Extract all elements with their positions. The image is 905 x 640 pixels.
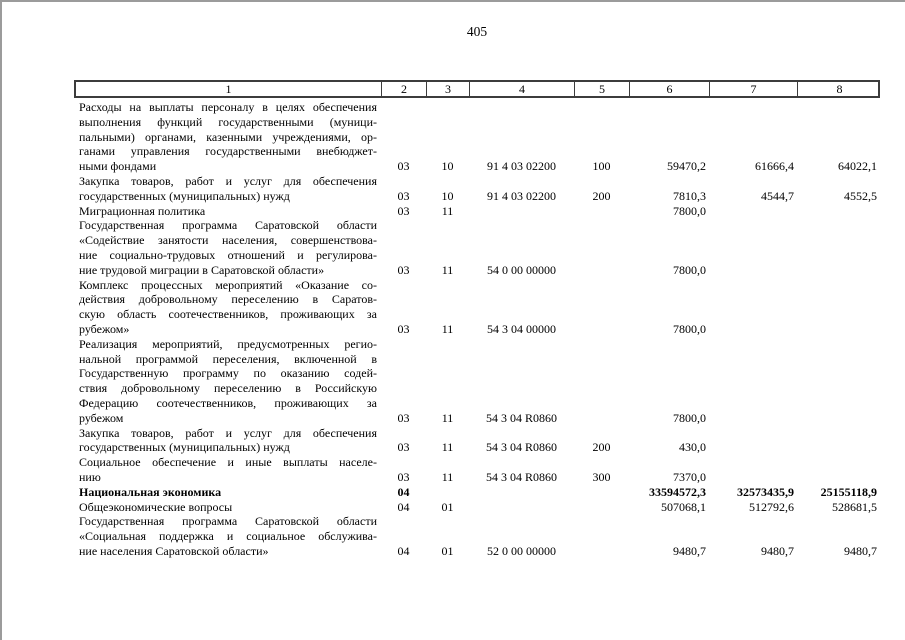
table-row <box>74 218 880 277</box>
cell-amount-year1: 7810,3 <box>673 188 706 203</box>
cell-pr-code: 10 <box>441 188 454 203</box>
cell-csr-code: 91 4 03 02200 <box>487 188 556 203</box>
row-description-line: Государственную программу по оказанию содей- <box>79 366 377 381</box>
row-description-line: Закупка товаров, работ и услуг для обеспечения <box>79 425 377 440</box>
cell-rz-code: 03 <box>397 321 410 336</box>
cell-csr-code: 54 0 00 00000 <box>487 262 556 277</box>
cell-amount-year3: 64022,1 <box>838 159 877 174</box>
row-description-line: Реализация мероприятий, предусмотренных регио- <box>79 336 377 351</box>
row-description-line: государственных (муниципальных) нужд <box>79 440 290 455</box>
cell-rz-code: 03 <box>397 469 410 484</box>
cell-pr-code: 11 <box>441 262 454 277</box>
row-description-line: Комплекс процессных мероприятий «Оказание со- <box>79 277 377 292</box>
row-description-line: Социальное обеспечение и иные выплаты населе- <box>79 455 377 470</box>
cell-amount-year1: 59470,2 <box>667 159 706 174</box>
cell-rz-code: 03 <box>397 262 410 277</box>
row-description-line: нию <box>79 469 101 484</box>
row-description <box>74 426 381 456</box>
cell-csr-code: 52 0 00 00000 <box>487 543 556 558</box>
cell-rz-code: 04 <box>397 543 410 558</box>
cell-vr-code: 100 <box>592 159 611 174</box>
row-description-line: Государственная программа Саратовской области <box>79 514 377 529</box>
cell-csr-code: 91 4 03 02200 <box>487 159 556 174</box>
column-header-1: 1 <box>76 82 382 96</box>
row-description-line: Национальная экономика <box>79 484 222 499</box>
table-row <box>74 278 880 337</box>
cell-vr-code: 300 <box>592 469 611 484</box>
row-description-line: Расходы на выплаты персоналу в целях обеспечения <box>79 100 377 114</box>
cell-rz-code: 04 <box>397 484 410 499</box>
cell-rz-code: 03 <box>397 188 410 203</box>
row-description-line: рубежом» <box>79 321 130 336</box>
cell-csr-code: 54 3 04 R0860 <box>485 469 557 484</box>
row-description <box>74 100 381 174</box>
row-description <box>74 174 381 204</box>
table-row <box>74 174 880 204</box>
row-description-line: государственных (муниципальных) нужд <box>79 188 290 203</box>
cell-amount-year3: 528681,5 <box>832 499 877 514</box>
row-description-line: рубежом <box>79 410 124 425</box>
cell-rz-code: 03 <box>397 440 410 455</box>
cell-amount-year1: 7800,0 <box>673 203 706 218</box>
row-description-line: ние населения Саратовской области» <box>79 543 269 558</box>
column-header-6: 6 <box>630 82 710 96</box>
cell-amount-year1: 9480,7 <box>673 543 706 558</box>
row-description-line: выполнения функций государственными (муници- <box>79 114 377 129</box>
column-header-4: 4 <box>470 82 575 96</box>
row-description-line: ными фондами <box>79 159 157 174</box>
row-description-line: скую область соотечественников, проживающих за <box>79 307 377 322</box>
table-row <box>74 337 880 426</box>
cell-pr-code: 11 <box>441 410 454 425</box>
row-description <box>74 514 381 558</box>
table-row <box>74 100 880 174</box>
column-header-2: 2 <box>382 82 427 96</box>
cell-amount-year1: 430,0 <box>679 440 706 455</box>
cell-rz-code: 03 <box>397 410 410 425</box>
row-description-line: Федерацию соотечественников, проживающих за <box>79 395 377 410</box>
column-header-5: 5 <box>575 82 630 96</box>
cell-pr-code: 10 <box>441 159 454 174</box>
cell-amount-year3: 9480,7 <box>844 543 877 558</box>
row-description <box>74 485 381 500</box>
cell-amount-year2: 9480,7 <box>761 543 794 558</box>
cell-pr-code: 11 <box>441 440 454 455</box>
cell-amount-year1: 33594572,3 <box>649 484 706 499</box>
row-description-line: «Социальная поддержка и социальное обслужива- <box>79 529 377 544</box>
row-description-line: «Содействие занятости населения, совершенствова- <box>79 233 377 248</box>
table-row <box>74 455 880 485</box>
cell-vr-code: 200 <box>592 188 611 203</box>
page-number: 405 <box>466 24 488 39</box>
row-description-line: Общеэкономические вопросы <box>79 499 233 514</box>
cell-rz-code: 03 <box>397 159 410 174</box>
cell-csr-code: 54 3 04 R0860 <box>485 410 557 425</box>
table-row <box>74 426 880 456</box>
cell-csr-code: 54 3 04 R0860 <box>485 440 557 455</box>
row-description-line: ганами управления государственными внебюджет- <box>79 144 377 159</box>
cell-amount-year1: 7800,0 <box>673 321 706 336</box>
row-description-line: нальной программой переселения, включенной в <box>79 351 377 366</box>
cell-amount-year2: 61666,4 <box>755 159 794 174</box>
cell-pr-code: 11 <box>441 203 454 218</box>
row-description-line: Закупка товаров, работ и услуг для обеспечения <box>79 173 377 188</box>
budget-table <box>74 80 880 559</box>
row-description <box>74 455 381 485</box>
column-header-8: 8 <box>836 82 843 96</box>
cell-pr-code: 01 <box>441 499 454 514</box>
column-header-7: 7 <box>710 82 798 96</box>
cell-amount-year2: 32573435,9 <box>737 484 794 499</box>
cell-csr-code: 54 3 04 00000 <box>487 321 556 336</box>
cell-rz-code: 04 <box>397 499 410 514</box>
cell-pr-code: 11 <box>441 321 454 336</box>
table-body <box>74 98 880 559</box>
table-row <box>74 514 880 558</box>
table-row <box>74 485 880 500</box>
row-description-line: Государственная программа Саратовской области <box>79 218 377 233</box>
cell-amount-year3: 25155118,9 <box>820 484 877 499</box>
table-row <box>74 500 880 515</box>
cell-amount-year3: 4552,5 <box>844 188 877 203</box>
row-description <box>74 278 381 337</box>
row-description-line: пальными) органами, казенными учреждениями, ор- <box>79 129 377 144</box>
row-description-line: действия добровольному переселению в Саратов- <box>79 292 377 307</box>
table-header-row <box>74 80 880 98</box>
row-description <box>74 337 381 426</box>
cell-amount-year1: 7370,0 <box>673 469 706 484</box>
row-description-line: ние социально-трудовых отношений и регулирова- <box>79 247 377 262</box>
column-header-3: 3 <box>427 82 470 96</box>
cell-vr-code: 200 <box>592 440 611 455</box>
cell-amount-year2: 4544,7 <box>761 188 794 203</box>
row-description <box>74 500 381 515</box>
row-description-line: ствия добровольному переселению в Российскую <box>79 381 377 396</box>
row-description-line: Миграционная политика <box>79 203 206 218</box>
cell-amount-year1: 7800,0 <box>673 262 706 277</box>
cell-amount-year2: 512792,6 <box>749 499 794 514</box>
table-row <box>74 204 880 219</box>
cell-rz-code: 03 <box>397 203 410 218</box>
cell-pr-code: 11 <box>441 469 454 484</box>
cell-amount-year1: 507068,1 <box>661 499 706 514</box>
row-description-line: ние трудовой миграции в Саратовской области» <box>79 262 325 277</box>
row-description <box>74 218 381 277</box>
row-description <box>74 204 381 219</box>
cell-pr-code: 01 <box>441 543 454 558</box>
cell-amount-year1: 7800,0 <box>673 410 706 425</box>
